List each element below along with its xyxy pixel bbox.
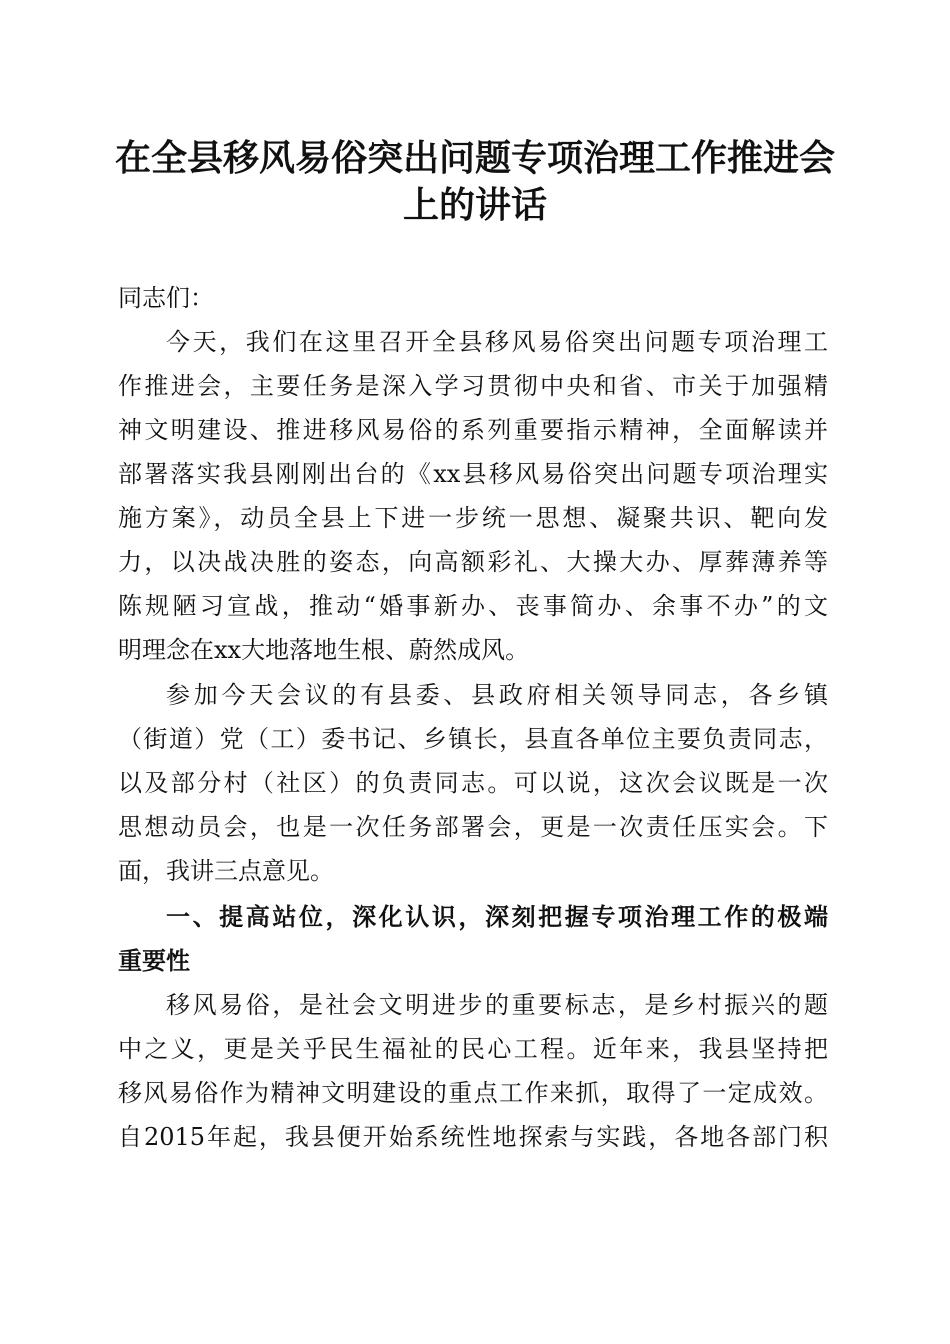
paragraph-line: 思想动员会，也是一次任务部署会，更是一次责任压实会。下: [118, 813, 828, 841]
section-heading: 一、提高站位，深化认识，深刻把握专项治理工作的极端: [166, 903, 828, 931]
paragraph-line: 部署落实我县刚刚出台的《xx县移风易俗突出问题专项治理实: [118, 460, 828, 488]
paragraph-line: 面，我讲三点意见。: [118, 857, 334, 885]
greeting: 同志们：: [118, 284, 214, 312]
paragraph-line: 作推进会，主要任务是深入学习贯彻中央和省、市关于加强精: [118, 372, 828, 400]
paragraph-line: 自2015年起，我县便开始系统性地探索与实践，各地各部门积: [118, 1123, 828, 1151]
paragraph-line: 以及部分村（社区）的负责同志。可以说，这次会议既是一次: [118, 769, 828, 797]
document-title-line1: 在全县移风易俗突出问题专项治理工作推进会: [114, 137, 835, 179]
paragraph-line: 中之义，更是关乎民生福祉的民心工程。近年来，我县坚持把: [118, 1035, 828, 1063]
paragraph-line: 今天，我们在这里召开全县移风易俗突出问题专项治理工: [166, 328, 828, 356]
paragraph-line: 移风易俗，是社会文明进步的重要标志，是乡村振兴的题: [166, 991, 828, 1019]
paragraph-line: 陈规陋习宣战，推动“婚事新办、丧事简办、余事不办”的文: [118, 592, 828, 620]
section-heading-continued: 重要性: [118, 947, 190, 975]
paragraph-line: 移风易俗作为精神文明建设的重点工作来抓，取得了一定成效。: [118, 1079, 828, 1107]
paragraph-line: 力，以决战决胜的姿态，向高额彩礼、大操大办、厚葬薄养等: [118, 548, 828, 576]
paragraph-line: 明理念在xx大地落地生根、蔚然成风。: [118, 636, 530, 664]
paragraph-line: 参加今天会议的有县委、县政府相关领导同志，各乡镇: [166, 681, 828, 709]
paragraph-line: 施方案》，动员全县上下进一步统一思想、凝聚共识、靶向发: [118, 504, 828, 532]
paragraph-line: 神文明建设、推进移风易俗的系列重要指示精神，全面解读并: [118, 416, 828, 444]
paragraph-line: （街道）党（工）委书记、乡镇长，县直各单位主要负责同志，: [118, 725, 828, 753]
document-title-line2: 上的讲话: [402, 184, 547, 226]
